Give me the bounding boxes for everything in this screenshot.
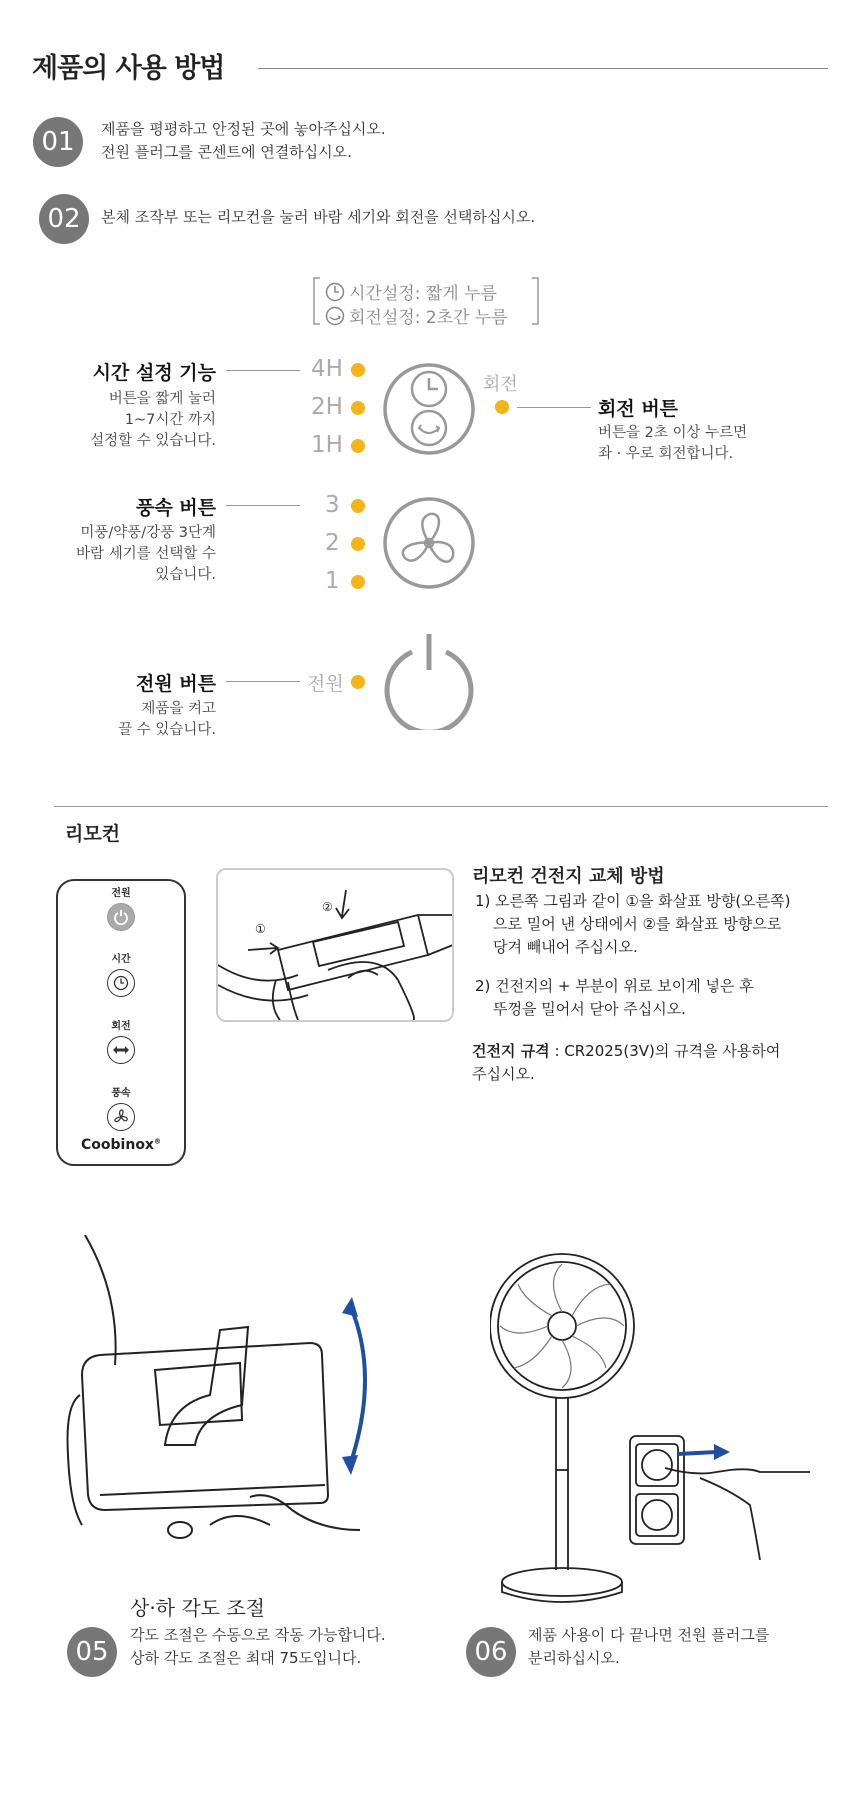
section-divider (54, 806, 828, 807)
step-badge-06: 06 (466, 1627, 516, 1677)
clock-icon (113, 975, 129, 991)
time-desc-line: 설정할 수 있습니다. (90, 433, 216, 449)
remote-power-group (58, 884, 184, 931)
remote-rotate-group (58, 1017, 184, 1064)
time-rotate-button-graphic (382, 362, 476, 456)
battery-step-1-line: 당겨 빼내어 주십시오. (493, 938, 638, 956)
time-leader-line (226, 370, 300, 371)
step-01-text (101, 118, 386, 164)
power-desc-line: 끌 수 있습니다. (118, 722, 216, 738)
power-icon (382, 630, 476, 730)
speed-button-desc (20, 523, 216, 586)
remote-brand (58, 1137, 184, 1153)
time-level-4h: 4H (311, 356, 343, 382)
remote-rotate-label: 회전 (111, 1021, 131, 1032)
step-05-line2: 상하 각도 조절은 최대 75도입니다. (130, 1649, 362, 1667)
left-right-arrow-icon (112, 1045, 130, 1055)
standing-fan-unplug-illustration (490, 1240, 810, 1610)
battery-step-1-line: 1) 오른쪽 그림과 같이 ①을 화살표 방향(오른쪽) (475, 892, 791, 910)
power-button-desc (30, 699, 216, 741)
legend-time-text: 시간설정: 짧게 누름 (349, 284, 497, 304)
indicator-dot (351, 499, 365, 513)
indicator-dot (351, 401, 365, 415)
battery-step-2-line: 뚜껑을 밀어서 닫아 주십시오. (493, 1000, 686, 1018)
battery-replacement-illustration (216, 868, 454, 1022)
indicator-dot (351, 363, 365, 377)
step-06-line1: 제품 사용이 다 끝나면 전원 플러그를 (528, 1626, 770, 1644)
indicator-dot (351, 575, 365, 589)
rotate-leader-line (517, 407, 591, 408)
remote-speed-label: 풍속 (111, 1088, 131, 1099)
rotate-button-label: 회전 버튼 (598, 398, 679, 420)
step-02-line1: 본체 조작부 또는 리모컨을 눌러 바람 세기와 회전을 선택하십시오. (101, 208, 536, 226)
remote-battery-drawing (218, 870, 452, 1020)
speed-desc-line: 바람 세기를 선택할 수 (76, 546, 216, 562)
battery-title: 리모컨 건전지 교체 방법 (472, 866, 665, 887)
fan-tilt-illustration (60, 1235, 410, 1545)
remote-speed-button (107, 1103, 135, 1131)
rotate-icon (325, 306, 345, 326)
step-06-text (528, 1624, 769, 1670)
remote-speed-group (58, 1084, 184, 1131)
fan-speed-button-graphic (382, 496, 476, 590)
battery-step-2-line: 2) 건전지의 + 부분이 위로 보이게 넣은 후 (475, 977, 754, 995)
remote-rotate-button (107, 1036, 135, 1064)
callout-1: ① (255, 922, 266, 936)
power-indicator-label: 전원 (307, 673, 344, 695)
button-legend (312, 276, 540, 326)
rotate-desc-line: 버튼을 2초 이상 누르면 (598, 425, 748, 441)
step-05-line1: 각도 조절은 수동으로 작동 가능합니다. (130, 1626, 386, 1644)
speed-button-label: 풍속 버튼 (135, 497, 216, 519)
battery-step-2 (475, 975, 754, 1021)
step-05-text (130, 1624, 386, 1670)
time-level-2h: 2H (311, 394, 343, 420)
rotate-button-desc (598, 423, 747, 465)
time-level-1h: 1H (311, 432, 343, 458)
remote-power-label: 전원 (111, 888, 131, 899)
step-01-line1: 제품을 평평하고 안정된 곳에 놓아주십시오. (101, 120, 386, 138)
title-divider (258, 68, 828, 69)
speed-leader-line (226, 505, 300, 506)
rotate-indicator-label: 회전 (483, 374, 518, 395)
callout-2: ② (322, 900, 333, 914)
step-06-line2: 분리하십시오. (528, 1649, 620, 1667)
battery-spec (472, 1040, 780, 1086)
power-leader-line (226, 681, 300, 682)
indicator-dot (351, 439, 365, 453)
battery-step-1 (475, 890, 791, 959)
registered-mark: ® (153, 1137, 161, 1146)
remote-heading: 리모컨 (65, 823, 121, 845)
time-desc-line: 버튼을 짧게 눌러 (108, 391, 216, 407)
legend-time-row (325, 279, 497, 304)
battery-spec-value: : CR2025(3V)의 규격을 사용하여 (549, 1042, 781, 1060)
legend-rotate-row (325, 303, 508, 328)
power-button-label: 전원 버튼 (135, 673, 216, 695)
fan-icon (112, 1108, 130, 1126)
step-badge-02: 02 (39, 194, 89, 244)
battery-spec-label: 건전지 규격 (472, 1042, 550, 1060)
indicator-dot (351, 537, 365, 551)
step-01-line2: 전원 플러그를 콘센트에 연결하십시오. (101, 143, 352, 161)
time-setting-label: 시간 설정 기능 (92, 362, 216, 384)
time-desc-line: 1~7시간 까지 (124, 412, 216, 428)
speed-level-3: 3 (325, 492, 340, 518)
speed-desc-line: 미풍/약풍/강풍 3단계 (80, 525, 216, 541)
battery-spec-value-2: 주십시오. (472, 1065, 535, 1083)
power-desc-line: 제품을 켜고 (141, 701, 216, 717)
step-badge-05: 05 (67, 1627, 117, 1677)
remote-time-label: 시간 (111, 954, 131, 965)
rotate-desc-line: 좌 · 우로 회전합니다. (598, 446, 734, 462)
speed-desc-line: 있습니다. (155, 567, 216, 583)
indicator-dot (495, 400, 509, 414)
battery-step-1-line: 으로 밀어 낸 상태에서 ②를 화살표 방향으로 (493, 915, 782, 933)
legend-rotate-text: 회전설정: 2초간 누름 (349, 308, 508, 328)
step-badge-01: 01 (33, 117, 83, 167)
power-icon (113, 909, 129, 925)
remote-control (56, 879, 186, 1166)
brand-logo-text: Coobinox (81, 1137, 154, 1153)
remote-time-button (107, 969, 135, 997)
angle-adjust-title: 상·하 각도 조절 (130, 1596, 265, 1620)
speed-level-1: 1 (325, 568, 340, 594)
time-setting-desc (30, 389, 216, 452)
remote-time-group (58, 950, 184, 997)
remote-power-button (107, 903, 135, 931)
clock-icon (325, 282, 345, 302)
indicator-dot (351, 675, 365, 689)
speed-level-2: 2 (325, 530, 340, 556)
page-title: 제품의 사용 방법 (32, 53, 225, 84)
